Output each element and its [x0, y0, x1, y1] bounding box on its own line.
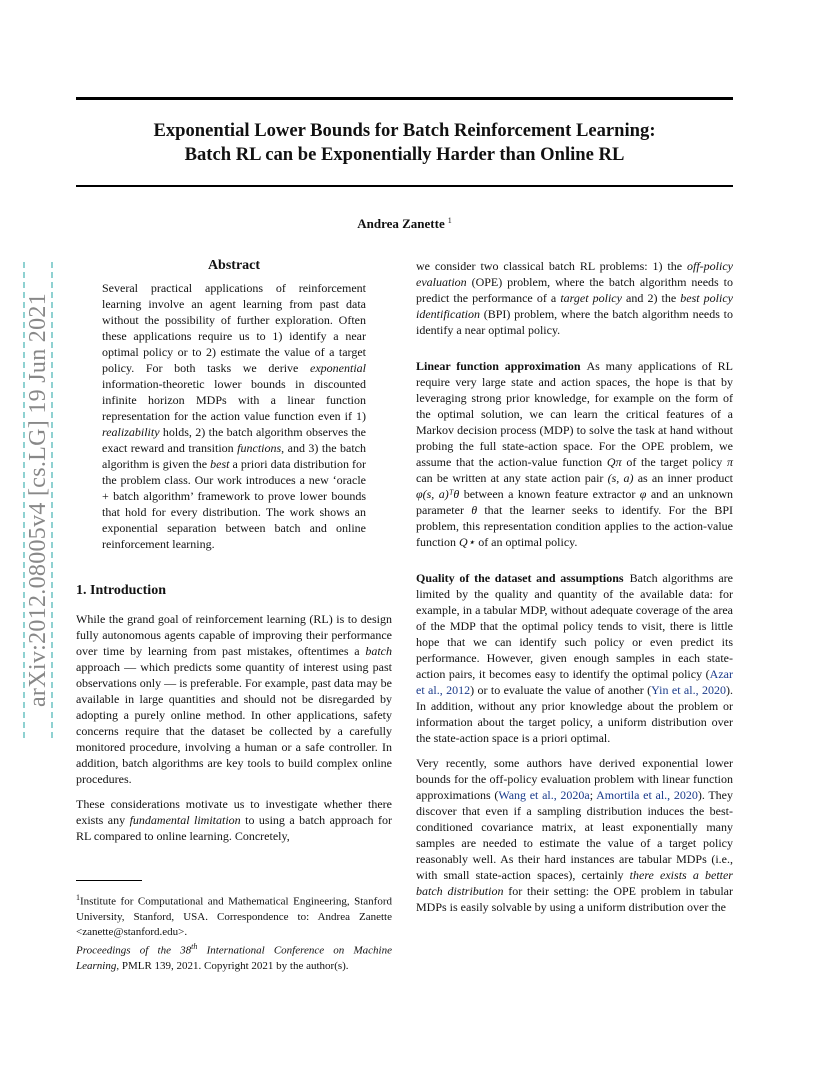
abstract-emph: functions: [237, 441, 282, 455]
text-span: for their setting: the OPE problem in tabular MDPs is easily solvable by using a uniform distribution over the: [416, 884, 733, 914]
text-span: While the grand goal of reinforcement learning (RL) is to design fully autonomous agents capable of improving their performance over time by learning from past mistakes, oftentimes a: [76, 612, 392, 658]
math-pi: π: [726, 455, 733, 469]
text-emph: off-policy evaluation: [416, 259, 733, 289]
text-span: and 2) the: [621, 291, 681, 305]
section-heading-introduction: 1. Introduction: [76, 583, 166, 598]
text-span: of the target policy: [621, 455, 727, 469]
paragraph-heading: Quality of the dataset and assumptions: [416, 571, 624, 585]
abstract-span: a priori data distribution for the problem class. Our work introduces a new ‘oracle + batch algorithm’ framework to prove lower bounds that hold for every distribution. The work shows an exponential separation between batch and online reinforcement learning.: [102, 457, 367, 551]
abstract-emph: best: [210, 457, 230, 471]
footnote-text: Institute for Computational and Mathematical Engineering, Stanford University, Stanford, USA. Correspondence to: Andrea Zanette <zanette@stanford.edu>.: [76, 895, 392, 938]
text-emph: batch: [365, 644, 392, 658]
text-emph: fundamental limitation: [129, 813, 241, 827]
title-rule-top: [76, 97, 733, 100]
proceedings-sup: th: [191, 942, 198, 951]
abstract-span: information-theoretic lower bounds in discounted infinite horizon MDPs with a linear function representation for the action value function even if 1): [102, 377, 366, 423]
text-span: ). They discover that even if a sampling distribution induces the best-conditioned covariance matrix, at least exponentially many samples are needed to estimate the value of a target policy reasonably well. As their hard instances are tabular MDPs (i.e., with small state-action spaces), certainly: [416, 788, 734, 882]
text-span: of an optimal policy.: [475, 535, 578, 549]
footnote-mark: 1: [76, 893, 80, 902]
text-span: (OPE) problem, where the batch algorithm needs to predict the performance of a: [416, 275, 733, 305]
abstract-emph: realizability: [102, 425, 160, 439]
title-rule-bottom: [76, 185, 733, 187]
paragraph-heading: Linear function approximation: [416, 359, 581, 373]
citation-link[interactable]: Wang et al., 2020a: [498, 788, 590, 802]
text-span: ;: [589, 788, 597, 802]
text-span: ). In addition, without any prior knowledge about the problem or information about the target policy, a uniform distribution over the state-action space is a priori optimal.: [416, 683, 733, 745]
left-column: [76, 258, 392, 853]
math-phi-expr: φ(s, a)ᵀθ: [416, 487, 460, 501]
right-column: [416, 258, 733, 924]
text-span: approach — which predicts some quantity of interest using past observations only — is preferable. For example, past data may be available in large quantities and should not be disregarded by adopting a purely online method. In other applications, safety concerns require that the dataset be collected by a carefully monitored procedure, involving a human or a safe controller. In addition, batch algorithms are key tools to build complex online procedures.: [76, 660, 392, 786]
math-theta: θ: [471, 503, 478, 517]
author-affil-mark: 1: [447, 216, 452, 225]
title-line-1: Exponential Lower Bounds for Batch Reinforcement Learning:: [153, 120, 656, 141]
math-phi: φ: [639, 487, 647, 501]
abstract-emph: exponential: [310, 361, 366, 375]
text-emph: best policy identification: [416, 291, 733, 321]
text-emph: there exists a better batch distribution: [416, 868, 733, 898]
proceedings-span: , PMLR 139, 2021. Copyright 2021 by the author(s).: [116, 959, 349, 972]
abstract-heading: Abstract: [207, 258, 261, 273]
text-emph: target policy: [560, 291, 622, 305]
footnote-rule: [76, 880, 142, 881]
citation-link[interactable]: Amortila et al., 2020: [596, 788, 698, 802]
arxiv-stamp: [23, 262, 53, 738]
intro-paragraph-2: [76, 796, 392, 844]
citation-link[interactable]: Yin et al., 2020: [651, 683, 726, 697]
text-span: (BPI) problem, where the batch algorithm needs to identify a near optimal policy.: [416, 307, 733, 337]
right-paragraph-3: [416, 755, 733, 915]
proceedings-note: [76, 939, 392, 974]
text-span: Batch algorithms are limited by the quality and quantity of the available data: for example, in a tabular MDP, without adequate coverage of the area of the MDP that the optimal policy tends to visit, there is little hope that we can identify such policy or even predict its performance. However, given enough samples in each state-action pairs, it becomes easy to identify the optimal policy (: [416, 571, 734, 681]
paper-title: [76, 119, 733, 167]
author-line: [76, 216, 733, 232]
text-span: Very recently, some authors have derived exponential lower bounds for the off-policy evaluation problem with linear function approximations (: [416, 756, 733, 802]
text-span: ) or to evaluate the value of another (: [470, 683, 652, 697]
author-name: Andrea Zanette: [357, 216, 445, 231]
text-span: These considerations motivate us to investigate whether there exists any: [76, 797, 392, 827]
text-span: As many applications of RL require very large state and action spaces, the hope is that by leveraging strong prior knowledge, for example on the form of the optimal solution, we can learn the critical features of a Markov decision process (MDP) to solve the task at hand without probing the full state-action space. For the OPE problem, we assume that the action-value function: [416, 359, 734, 469]
abstract-span: , and 3) the batch algorithm is given the: [102, 441, 366, 471]
intro-paragraph-1: [76, 611, 392, 787]
paragraph-quality-of-dataset: [416, 570, 733, 746]
text-span: that the learner seeks to identify. For the BPI problem, this representation condition applies to the action-value function: [416, 503, 733, 549]
text-span: and an unknown parameter: [416, 487, 733, 517]
text-span: we consider two classical batch RL problems: 1) the: [416, 259, 688, 273]
footnote: [76, 890, 392, 940]
proceedings-span: International Conference on Machine Learning: [76, 944, 392, 972]
arxiv-id: arXiv:2012.08005v4 [cs.LG] 19 Jun 2021: [25, 292, 51, 708]
abstract-span: Several practical applications of reinforcement learning involve an agent learning from past data without the possibility of further exploration. Often these applications require us to 1) identify a near optimal policy or to 2) estimate the value of a target policy. For both tasks we derive: [102, 281, 366, 375]
paragraph-linear-function-approximation: [416, 358, 733, 550]
text-span: can be written at any state action pair: [416, 471, 608, 485]
proceedings-span: Proceedings of the 38: [76, 944, 192, 957]
math-q-pi: Qπ: [606, 455, 622, 469]
text-span: as an inner product: [633, 471, 733, 485]
citation-link[interactable]: Azar et al., 2012: [416, 667, 733, 697]
title-line-2: Batch RL can be Exponentially Harder than Online RL: [184, 144, 625, 165]
math-q-star: Q⋆: [459, 535, 476, 549]
abstract-span: holds, 2) the batch algorithm observes the exact reward and transition: [102, 425, 366, 455]
right-paragraph-0: [416, 258, 733, 338]
text-span: to using a batch approach for RL compared to online learning. Concretely,: [76, 813, 392, 843]
text-span: between a known feature extractor: [459, 487, 640, 501]
abstract-text: [102, 280, 366, 552]
math-sa: (s, a): [607, 471, 634, 485]
